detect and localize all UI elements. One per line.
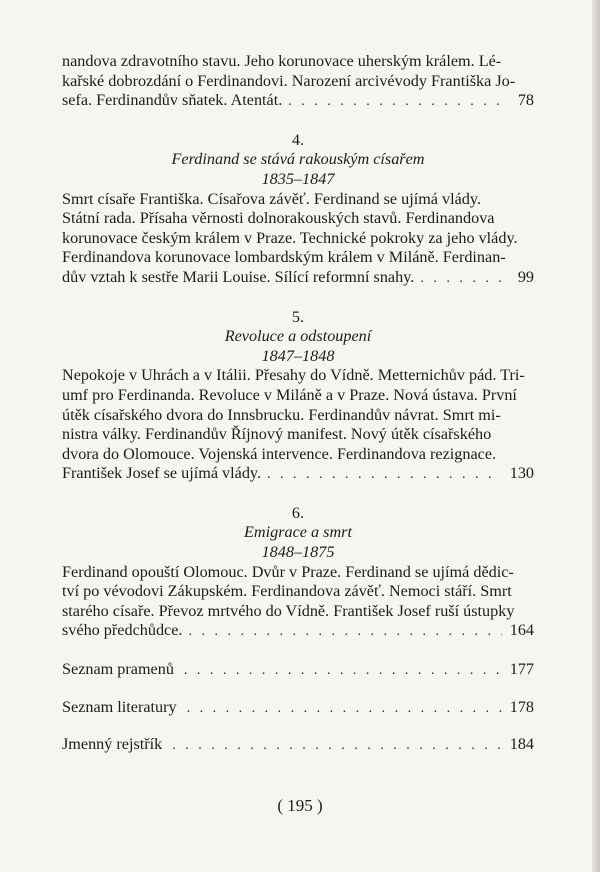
toc-line: svého předchůdce. [62,621,183,640]
chapter-summary [62,190,534,289]
chapter-years: 1835–1847 [261,169,335,188]
toc-last-line [62,464,534,485]
toc-line: tví po vévodovi Zákupském. Ferdinandova závěť. Nemoci stáří. Smrt [62,582,512,601]
chapter-number: 6. [291,503,305,522]
toc-line: Nepokoje v Uhrách a v Itálii. Přesahy do Vídně. Metternichův pád. Tri- [62,366,525,385]
toc-last-line [62,91,534,112]
dot-leader [188,622,501,642]
chapter-title: Emigrace a smrt [244,523,352,542]
toc-entry-sources [62,660,534,681]
page-ref: 99 [517,267,534,286]
toc-entry-continued [62,52,534,112]
toc-line: sefa. Ferdinandův sňatek. Atentát. [62,91,283,110]
chapter-years: 1848–1875 [261,543,335,562]
toc-line: nistra války. Ferdinandův Říjnový manifest. Nový útěk císařského [62,425,492,444]
toc-entry-index [62,735,534,756]
toc-line: útěk císařského dvora do Innsbrucku. Ferdinandův návrat. Smrt mi- [62,405,501,424]
chapter-years: 1847–1848 [261,346,335,365]
chapter-title: Ferdinand se stává rakouským císařem [171,150,425,169]
entry-label: Jmenný rejstřík [62,735,163,754]
chapter-number: 4. [291,130,305,149]
table-of-contents [62,52,534,756]
toc-last-line [62,268,534,289]
toc-line: Smrt císaře Františka. Císařova závěť. Ferdinand se ujímá vlády. [62,189,481,208]
dot-leader [288,92,510,112]
page-ref: 130 [509,464,534,483]
toc-line: korunovace českým králem v Praze. Technické pokroky za jeho vlády. [62,228,518,247]
toc-last-line [62,621,534,642]
dot-leader [184,661,502,681]
back-matter [62,660,534,756]
page-ref: 178 [509,697,534,716]
page-ref: 177 [509,660,534,679]
toc-line: Ferdinand opouští Olomouc. Dvůr v Praze. Ferdinand se ujímá dědic- [62,562,514,581]
page-ref: 78 [517,91,534,110]
chapter-summary [62,366,534,485]
chapter-number: 5. [291,307,305,326]
page-edge-shadow [592,0,600,872]
dot-leader [172,736,501,756]
toc-line: kařské dobrozdání o Ferdinandovi. Narození arcivévody Františka Jo- [62,71,516,90]
toc-line: Ferdinandova korunovace lombardským králem v Miláně. Ferdinan- [62,248,506,267]
entry-label: Seznam pramenů [62,660,174,679]
page-ref: 164 [509,621,534,640]
toc-line: dův vztah k sestře Marii Louise. Sílící reformní snahy. [62,267,415,286]
dot-leader [420,269,510,289]
toc-line: dvora do Olomouce. Vojenská intervence. Ferdinandova rezignace. [62,444,497,463]
toc-entry-literature [62,698,534,719]
dot-leader [267,465,502,485]
page-ref: 184 [509,735,534,754]
entry-label: Seznam literatury [62,697,177,716]
chapter-summary [62,563,534,642]
toc-line: František Josef se ujímá vlády. [62,464,262,483]
toc-line: Státní rada. Přísaha věrnosti dolnorakouských stavů. Ferdinandova [62,209,495,228]
toc-line: starého císaře. Převoz mrtvého do Vídně. František Josef ruší ústupky [62,601,515,620]
toc-line: umf pro Ferdinanda. Revoluce v Miláně a v Praze. Nová ústava. První [62,385,517,404]
toc-line: nandova zdravotního stavu. Jeho korunovace uherským králem. Lé- [62,52,502,70]
page-number: ( 195 ) [277,796,323,815]
dot-leader [187,699,502,719]
chapter-title: Revoluce a odstoupení [224,327,372,346]
